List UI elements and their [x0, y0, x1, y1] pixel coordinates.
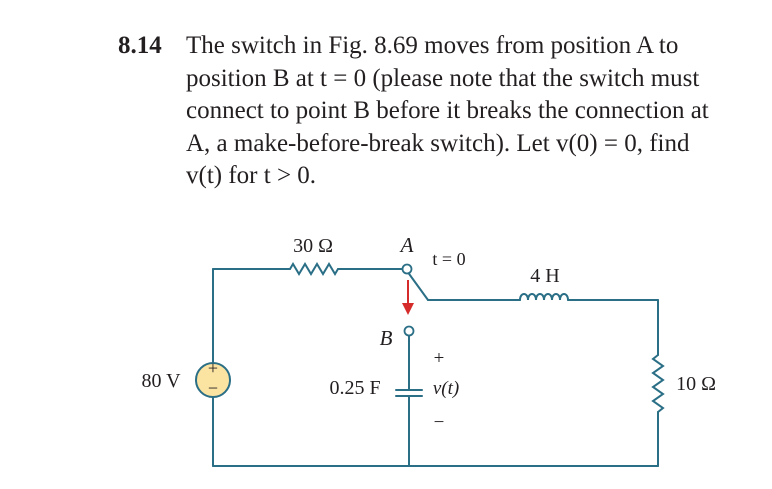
node-b-terminal [405, 327, 414, 336]
problem-line: connect to point B before it breaks the connection at [186, 97, 709, 124]
resistor-10-zigzag [653, 355, 663, 412]
switch-time-label: t = 0 [432, 249, 466, 269]
voltage-minus-sign: − [433, 412, 445, 433]
node-a-label: A [400, 233, 414, 257]
resistor-30-label: 30 Ω [293, 235, 333, 257]
voltage-plus-sign: + [433, 348, 445, 369]
resistor-30-zigzag [290, 264, 338, 274]
source-minus-sign: − [207, 378, 219, 398]
problem-line: v(t) for t > 0. [186, 162, 317, 189]
switch-arrow [402, 280, 414, 315]
source-label: 80 V [141, 370, 181, 392]
problem-line: A, a make-before-break switch). Let v(0) = 0, find [186, 129, 690, 157]
inductor-coil [520, 294, 568, 300]
node-a-terminal [403, 265, 412, 274]
resistor-10-label: 10 Ω [676, 373, 716, 395]
source-plus-sign: + [207, 358, 219, 378]
switch-blade [407, 271, 428, 300]
problem-number: 8.14 [118, 32, 162, 59]
problem-line: position B at t = 0 (please note that the switch must [186, 64, 700, 92]
node-b-label: B [379, 326, 393, 350]
problem-line: The switch in Fig. 8.69 moves from position A to [186, 32, 679, 59]
inductor-label: 4 H [530, 265, 560, 287]
voltage-label: v(t) [432, 378, 460, 399]
capacitor-label: 0.25 F [329, 377, 381, 399]
